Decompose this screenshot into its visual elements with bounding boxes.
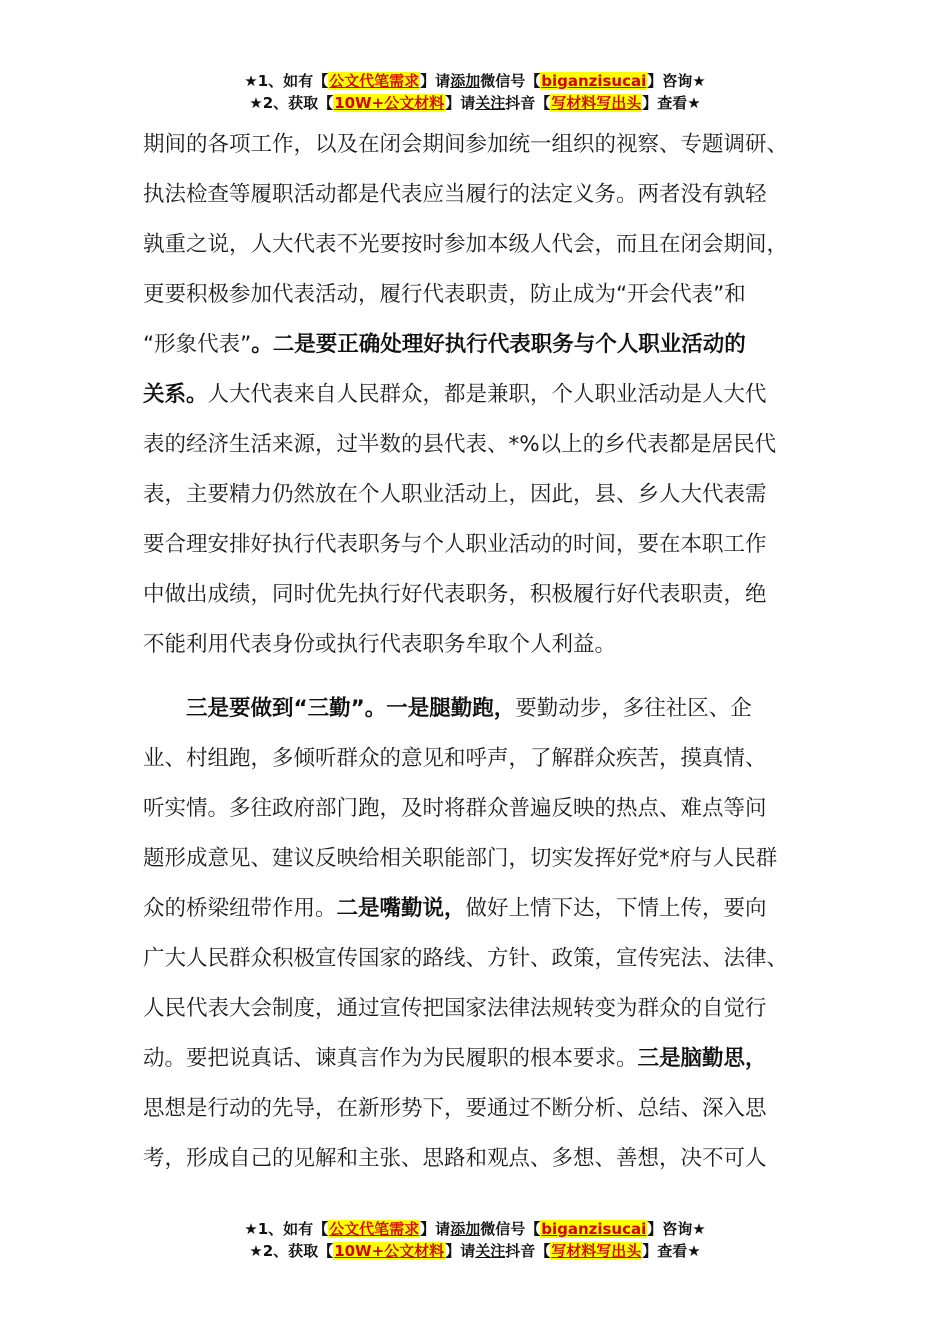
bold-heading-run: 二是嘴勤说，	[336, 896, 466, 921]
banner-text: 】咨询★	[647, 1220, 706, 1238]
banner-text: 】请	[445, 94, 476, 112]
footer-banner	[0, 1218, 950, 1262]
text-line	[143, 1034, 823, 1084]
banner-line-2	[0, 1240, 950, 1262]
banner-line-1	[0, 70, 950, 92]
highlight-douyin-account: 写材料写出头	[551, 94, 642, 112]
highlight-wechat-id: biganzisucai	[541, 72, 647, 90]
banner-text: 】请	[420, 72, 451, 90]
text-line: 广大人民群众积极宣传国家的路线、方针、政策，宣传宪法、法律、	[143, 946, 789, 971]
text-line: 要合理安排好执行代表职务与个人职业活动的时间，要在本职工作	[143, 532, 767, 557]
text-line	[143, 884, 823, 934]
banner-text: 微信号【	[480, 1220, 541, 1238]
text-line: 考，形成自己的见解和主张、思路和观点、多想、善想，决不可人	[143, 1146, 767, 1171]
paragraph-2	[143, 684, 823, 1184]
text-line: 表的经济生活来源，过半数的县代表、*%以上的乡代表都是居民代	[143, 432, 777, 457]
text-line: 表，主要精力仍然放在个人职业活动上，因此，县、乡人大代表需	[143, 482, 767, 507]
banner-text: 】请	[445, 1242, 476, 1260]
text-run: “形象代表”	[143, 332, 252, 357]
text-run: 做好上情下达，下情上传，要向	[465, 896, 767, 921]
banner-underlined: 关注	[475, 94, 506, 112]
banner-underlined: 添加	[450, 1220, 481, 1238]
highlight-wechat-id: biganzisucai	[541, 1220, 647, 1238]
text-line: 孰重之说，人大代表不光要按时参加本级人代会，而且在闭会期间，	[143, 232, 789, 257]
text-line: 思想是行动的先导，在新形势下，要通过不断分析、总结、深入思	[143, 1096, 767, 1121]
text-line: 执法检查等履职活动都是代表应当履行的法定义务。两者没有孰轻	[143, 182, 767, 207]
banner-text: ★2、获取【	[249, 94, 334, 112]
banner-text: 抖音【	[505, 94, 551, 112]
text-run: 要勤动步，多往社区、企	[515, 696, 752, 721]
text-line: 人民代表大会制度，通过宣传把国家法律法规转变为群众的自觉行	[143, 996, 767, 1021]
text-line: 题形成意见、建议反映给相关职能部门，切实发挥好党*府与人民群	[143, 846, 778, 871]
text-run: 动。要把说真话、谏真言作为为民履职的根本要求。	[143, 1046, 638, 1071]
text-line: 期间的各项工作，以及在闭会期间参加统一组织的视察、专题调研、	[143, 132, 789, 157]
text-line: 业、村组跑，多倾听群众的意见和呼声，了解群众疾苦，摸真情、	[143, 746, 767, 771]
highlight-materials: 10W+公文材料	[334, 1242, 445, 1260]
header-banner	[0, 70, 950, 114]
banner-text: ★1、如有【	[244, 1220, 329, 1238]
banner-text: 】请	[420, 1220, 451, 1238]
text-line	[143, 320, 823, 370]
bold-heading-run: 。二是要正确处理好执行代表职务与个人职业活动的	[251, 332, 746, 357]
paragraph-spacer	[143, 670, 823, 684]
text-line: 不能利用代表身份或执行代表职务牟取个人利益。	[143, 632, 617, 657]
banner-underlined: 添加	[450, 72, 481, 90]
highlight-materials: 10W+公文材料	[334, 94, 445, 112]
bold-heading-run: 三是要做到“三勤”。一是腿勤跑，	[186, 696, 516, 721]
banner-text: 】咨询★	[647, 72, 706, 90]
banner-underlined: 关注	[475, 1242, 506, 1260]
banner-text: 】查看★	[642, 94, 701, 112]
text-line	[143, 370, 823, 420]
banner-text: 微信号【	[480, 72, 541, 90]
paragraph-1	[143, 120, 823, 670]
banner-text: 】查看★	[642, 1242, 701, 1260]
banner-text: ★2、获取【	[249, 1242, 334, 1260]
highlight-ghostwriting: 公文代笔需求	[329, 72, 420, 90]
banner-line-2	[0, 92, 950, 114]
banner-text: 抖音【	[505, 1242, 551, 1260]
banner-line-1	[0, 1218, 950, 1240]
bold-heading-run: 关系。	[143, 382, 208, 407]
text-run: 人大代表来自人民群众，都是兼职，个人职业活动是人大代	[207, 382, 767, 407]
highlight-ghostwriting: 公文代笔需求	[329, 1220, 420, 1238]
text-line: 听实情。多往政府部门跑，及时将群众普遍反映的热点、难点等问	[143, 796, 767, 821]
bold-heading-run: 三是脑勤思，	[637, 1046, 767, 1071]
text-line	[143, 684, 823, 734]
banner-text: ★1、如有【	[244, 72, 329, 90]
highlight-douyin-account: 写材料写出头	[551, 1242, 642, 1260]
text-line: 更要积极参加代表活动，履行代表职责，防止成为“开会代表”和	[143, 282, 746, 307]
text-line: 中做出成绩，同时优先执行好代表职务，积极履行好代表职责，绝	[143, 582, 767, 607]
document-body	[143, 120, 823, 1184]
text-run: 众的桥梁纽带作用。	[143, 896, 337, 921]
